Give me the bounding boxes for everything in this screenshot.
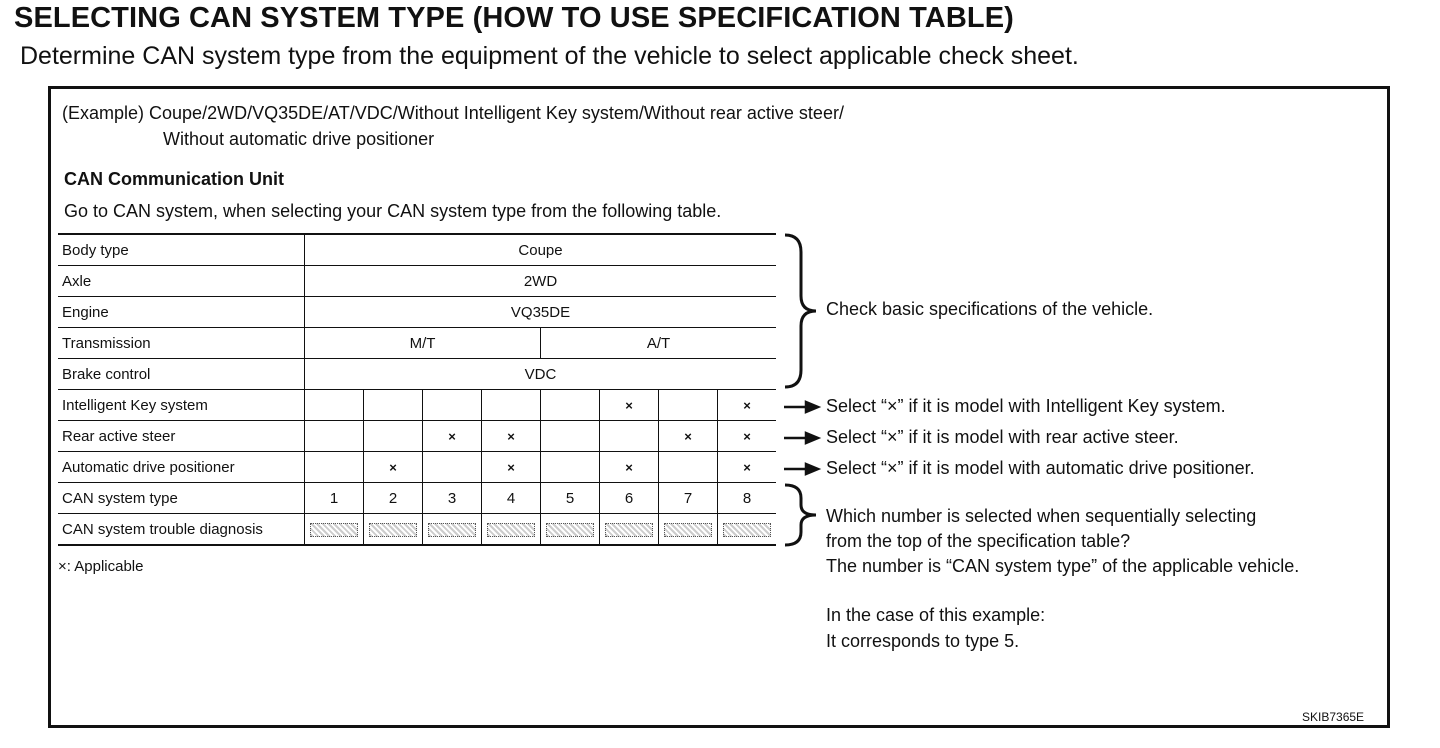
annotation-drive-positioner: Select “×” if it is model with automatic drive positioner. xyxy=(826,458,1255,478)
adp-mark: × xyxy=(364,452,423,483)
annotation-which-2: from the top of the specification table? xyxy=(826,531,1131,551)
annotation-intelligent-key: Select “×” if it is model with Intelligent Key system. xyxy=(826,396,1226,416)
ras-mark: × xyxy=(482,421,541,452)
legend-applicable: ×: Applicable xyxy=(58,558,144,575)
arrow-right-icon xyxy=(784,402,818,412)
body-type-value: Coupe xyxy=(305,234,777,266)
transmission-mt: M/T xyxy=(305,328,541,359)
transmission-at: A/T xyxy=(541,328,777,359)
can-type-number: 2 xyxy=(364,483,423,514)
page-subtitle: Determine CAN system type from the equipment of the vehicle to select applicable check sheet. xyxy=(20,42,1079,70)
ras-mark: × xyxy=(423,421,482,452)
brace-type-icon xyxy=(785,485,816,545)
ras-mark: × xyxy=(718,421,777,452)
ikey-mark: × xyxy=(718,390,777,421)
row-label-adp: Automatic drive positioner xyxy=(58,452,305,483)
can-type-number: 6 xyxy=(600,483,659,514)
can-type-number: 8 xyxy=(718,483,777,514)
can-type-number: 3 xyxy=(423,483,482,514)
adp-mark: × xyxy=(482,452,541,483)
can-type-number: 1 xyxy=(305,483,364,514)
annotation-which-1: Which number is selected when sequentially selecting xyxy=(826,506,1257,526)
figure-code: SKIB7365E xyxy=(1302,710,1365,724)
engine-value: VQ35DE xyxy=(305,297,777,328)
arrow-right-icon xyxy=(784,464,818,474)
can-type-number: 7 xyxy=(659,483,718,514)
page-title: SELECTING CAN SYSTEM TYPE (HOW TO USE SPECIFICATION TABLE) xyxy=(14,2,1014,34)
annotation-rear-active-steer: Select “×” if it is model with rear active steer. xyxy=(826,427,1179,447)
row-label-transmission: Transmission xyxy=(58,328,305,359)
row-label-brake: Brake control xyxy=(58,359,305,390)
can-type-number: 5 xyxy=(541,483,600,514)
row-label-diagnosis: CAN system trouble diagnosis xyxy=(58,514,305,546)
example-line-2: Without automatic drive positioner xyxy=(163,129,435,149)
row-label-can-type: CAN system type xyxy=(58,483,305,514)
annotation-case-1: In the case of this example: xyxy=(826,605,1046,625)
row-label-ikey: Intelligent Key system xyxy=(58,390,305,421)
ikey-mark: × xyxy=(600,390,659,421)
unit-heading: CAN Communication Unit xyxy=(64,169,284,189)
annotation-case-2: It corresponds to type 5. xyxy=(826,631,1020,651)
example-line-1: (Example) Coupe/2WD/VQ35DE/AT/VDC/Without Intelligent Key system/Without rear active steer/ xyxy=(62,103,844,123)
row-label-axle: Axle xyxy=(58,266,305,297)
annotation-basic-specs: Check basic specifications of the vehicle. xyxy=(826,299,1154,319)
adp-mark: × xyxy=(718,452,777,483)
axle-value: 2WD xyxy=(305,266,777,297)
row-label-body-type: Body type xyxy=(58,234,305,266)
brace-basic-icon xyxy=(785,235,816,387)
row-label-rear-active-steer: Rear active steer xyxy=(58,421,305,452)
adp-mark: × xyxy=(600,452,659,483)
instruction-text: Go to CAN system, when selecting your CAN system type from the following table. xyxy=(64,201,722,221)
can-type-number: 4 xyxy=(482,483,541,514)
annotation-which-3: The number is “CAN system type” of the applicable vehicle. xyxy=(826,556,1300,576)
row-label-engine: Engine xyxy=(58,297,305,328)
ras-mark: × xyxy=(659,421,718,452)
brake-value: VDC xyxy=(305,359,777,390)
arrow-right-icon xyxy=(784,433,818,443)
